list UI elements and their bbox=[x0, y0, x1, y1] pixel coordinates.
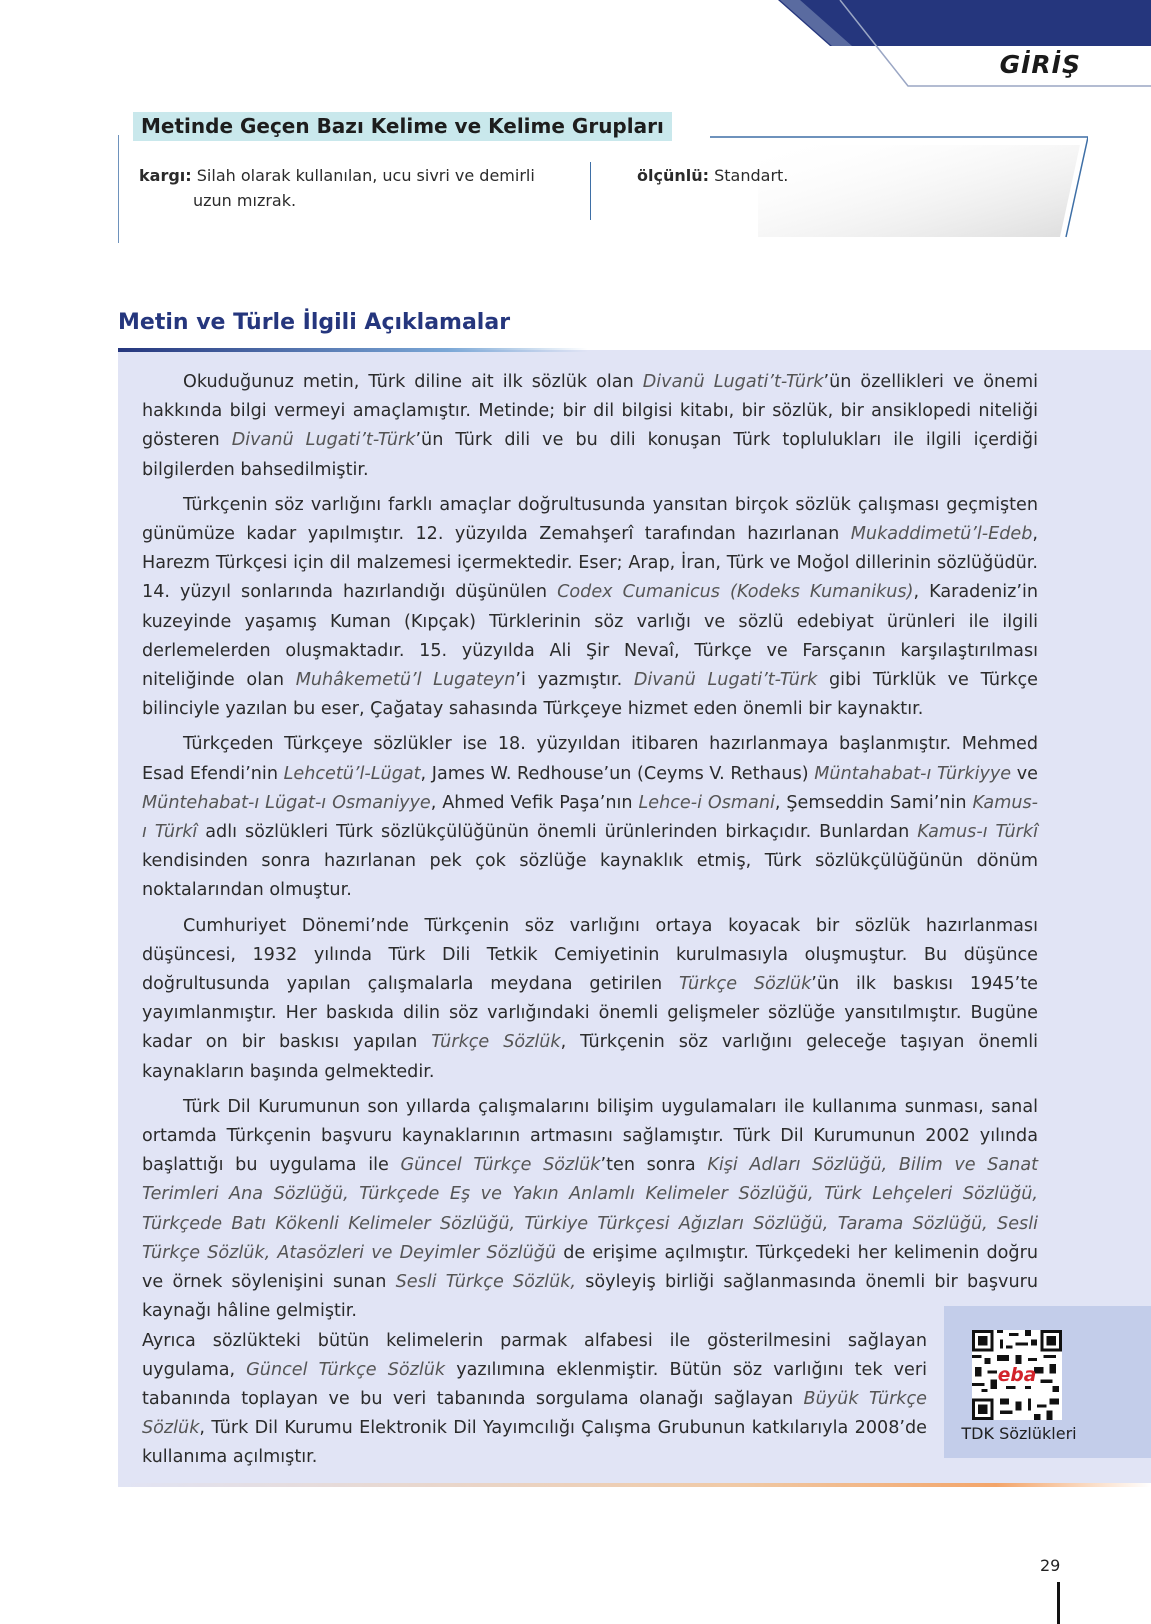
work-title: Codex Cumanicus (Kodeks Kumanikus) bbox=[557, 582, 914, 603]
paragraph: Türkçenin söz varlığını farklı amaçlar doğrultusunda yansıtan birçok sözlük çalışması geçmişten günümüze kadar yapılmıştır. 12. yüzyılda Zemahşerî tarafından hazırlanan Mukaddimetü’l-Edeb, Harezm Türkçesi için dil malzemesi içermektedir. Eser; Arap, İran, Türk ve Moğol dillerinin sözlüğüdür. 14. yüzyıl sonlarında hazırlandığı düşünülen Codex Cumanicus (Kodeks Kumanikus), Karadeniz’in kuzeyinde yaşamış Kuman (Kıpçak) Türklerinin söz varlığı ve sözlü edebiyat ürünleri ile ilgili derlemelerden oluşmaktadır. 15. yüzyılda Ali Şir Nevaî, Türkçe ve Farsçanın karşılaştırılması niteliğinde olan Muhâkemetü’l Lugateyn’i yazmıştır. Divanü Lugati’t-Türk gibi Türklük ve Türkçe bilinciyle yazılan bu eser, Çağatay sahasında Türkçeye hizmet eden önemli bir kaynaktır. bbox=[142, 494, 1039, 720]
vocab-item-kargi bbox=[139, 163, 559, 213]
work-title: Mukaddimetü’l-Edeb bbox=[850, 524, 1033, 545]
eba-logo-text: eba bbox=[997, 1365, 1037, 1387]
vocab-divider bbox=[590, 162, 591, 220]
work-title: Sesli Türkçe Sözlük, bbox=[395, 1272, 576, 1293]
vocab-item-olcunlu bbox=[637, 163, 788, 188]
qr-caption: TDK Sözlükleri bbox=[961, 1424, 1077, 1443]
header-decoration bbox=[0, 0, 1151, 90]
section-underline bbox=[118, 348, 588, 352]
work-title: Türkçe Sözlük bbox=[431, 1032, 561, 1053]
work-title: Divanü Lugati’t-Türk bbox=[633, 670, 818, 691]
work-title: Kişi Adları Sözlüğü, Bilim ve Sanat Terimleri Ana Sözlüğü, Türkçede Eş ve Yakın Anlamlı Kelimeler Sözlüğü, Türk Lehçeleri Sözlüğü, Türkçede Batı Kökenli Kelimeler Sözlüğü, Türkiye Türkçesi Ağızları Sözlüğü, Tarama Sözlüğü, Sesli Türkçe Sözlük, Atasözleri ve Deyimler Sözlüğü bbox=[142, 1155, 1038, 1263]
work-title: Lehce-i Osmani bbox=[638, 792, 775, 813]
paragraph: Türk Dil Kurumunun son yıllarda çalışmalarını bilişim uygulamaları ile kullanıma sunması, sanal ortamda Türkçenin başvuru kaynaklarının artmasını sağlamıştır. Türk Dil Kurumunun 2002 yılında başlattığı bu uygulama ile Güncel Türkçe Sözlük’ten sonra Kişi Adları Sözlüğü, Bilim ve Sanat Terimleri Ana Sözlüğü, Türkçede Eş ve Yakın Anlamlı Kelimeler Sözlüğü, Türk Lehçeleri Sözlüğü, Türkçede Batı Kökenli Kelimeler Sözlüğü, Türkiye Türkçesi Ağızları Sözlüğü, Tarama Sözlüğü, Sesli Türkçe Sözlük, Atasözleri ve Deyimler Sözlüğü de erişime açılmıştır. Türkçedeki her kelimenin doğru ve örnek söylenişini sunan Sesli Türkçe Sözlük, söyleyiş birliği sağlanmasında önemli bir başvuru kaynağı hâline gelmiştir. bbox=[142, 1096, 1039, 1322]
paragraph-continued: Ayrıca sözlükteki bütün kelimelerin parmak alfabesi ile gösterilmesini sağlayan uygulama, Güncel Türkçe Sözlük yazılımına eklenmiştir. Bütün söz varlığını tek veri tabanında toplayan ve bu veri tabanında sorgulama olanağı sağlayan Büyük Türkçe Sözlük, Türk Dil Kurumu Elektronik Dil Yayımcılığı Çalışma Grubunun katkılarıyla 2008’de kullanıma açılmıştır. bbox=[142, 1330, 928, 1468]
vocab-title: Metinde Geçen Bazı Kelime ve Kelime Grupları bbox=[133, 112, 672, 141]
work-title: Kamus-ı Türkî bbox=[917, 822, 1038, 843]
vocab-term: ölçünlü: bbox=[637, 166, 710, 185]
vocab-definition: Standart. bbox=[714, 166, 789, 185]
work-title: Türkçe Sözlük bbox=[679, 974, 812, 995]
section-title: Metin ve Türle İlgili Açıklamalar bbox=[118, 310, 511, 335]
vocab-definition: Silah olarak kullanılan, ucu sivri ve demirli bbox=[196, 166, 535, 185]
work-title: Müntehabat-ı Lügat-ı Osmaniyye bbox=[142, 792, 431, 813]
vocab-term: kargı: bbox=[139, 166, 192, 185]
work-title: Divanü Lugati’t-Türk bbox=[642, 372, 824, 392]
work-title: Muhâkemetü’l Lugateyn bbox=[295, 670, 516, 691]
work-title: Büyük Türkçe Sözlük bbox=[142, 1388, 927, 1439]
work-title: Müntahabat-ı Türkiyye bbox=[814, 763, 1012, 784]
work-title: Lehcetü’l-Lügat bbox=[283, 763, 421, 784]
body-text bbox=[142, 368, 1038, 1479]
work-title: Divanü Lugati’t-Türk bbox=[231, 430, 416, 451]
page-number: 29 bbox=[1040, 1556, 1061, 1575]
work-title: Güncel Türkçe Sözlük bbox=[246, 1359, 446, 1380]
section-label: GİRİŞ bbox=[999, 50, 1081, 79]
paragraph: Okuduğunuz metin, Türk diline ait ilk sözlük olan Divanü Lugati’t-Türk’ün özellikleri ve önemi hakkında bilgi vermeyi amaçlamıştır. Metinde; bir dil bilgisi kitabı, bir sözlük, bir ansiklopedi niteliği gösteren Divanü Lugati’t-Türk’ün Türk dili ve bu dili konuşan Türk toplulukları ile ilgili içerdiği bilgilerden bahsedilmiştir. bbox=[142, 372, 1039, 480]
vocab-definition-cont: uzun mızrak. bbox=[193, 191, 297, 210]
qr-code[interactable] bbox=[972, 1330, 1062, 1420]
paragraph: Cumhuriyet Dönemi’nde Türkçenin söz varlığını ortaya koyacak bir sözlük hazırlanması düşüncesi, 1932 yılında Türk Dili Tetkik Cemiyetinin kurulmasıyla oluşmuştur. Bu düşünce doğrultusunda yapılan çalışmalarla meydana getirilen Türkçe Sözlük’ün ilk baskısı 1945’te yayımlanmıştır. Her baskıda dilin söz varlığındaki önemli gelişmeler sözlüğe yansıtılmıştır. Bugüne kadar on bir baskısı yapılan Türkçe Sözlük, Türkçenin söz varlığını geleceğe taşıyan önemli kaynakların başında gelmektedir. bbox=[142, 915, 1038, 1082]
paragraph: Türkçeden Türkçeye sözlükler ise 18. yüzyıldan itibaren hazırlanmaya başlanmıştır. Mehmed Esad Efendi’nin Lehcetü’l-Lügat, James W. Redhouse’un (Ceyms V. Rethaus) Müntahabat-ı Türkiyye ve Müntehabat-ı Lügat-ı Osmaniyye, Ahmed Vefik Paşa’nın Lehce-i Osmani, Şemseddin Sami’nin Kamus-ı Türkî adlı sözlükleri Türk sözlükçülüğünün önemli ürünlerinden birkaçıdır. Bunlardan Kamus-ı Türkî kendisinden sonra hazırlanan pek çok sözlüğe kaynaklık etmiş, Türk sözlükçülüğünün dönüm noktalarından olmuştur. bbox=[142, 734, 1039, 901]
work-title: Güncel Türkçe Sözlük bbox=[400, 1155, 601, 1176]
page-number-rule bbox=[1057, 1582, 1060, 1624]
work-title: Kamus-ı Türkî bbox=[142, 792, 1039, 843]
panel-bottom-rule bbox=[118, 1483, 1151, 1487]
